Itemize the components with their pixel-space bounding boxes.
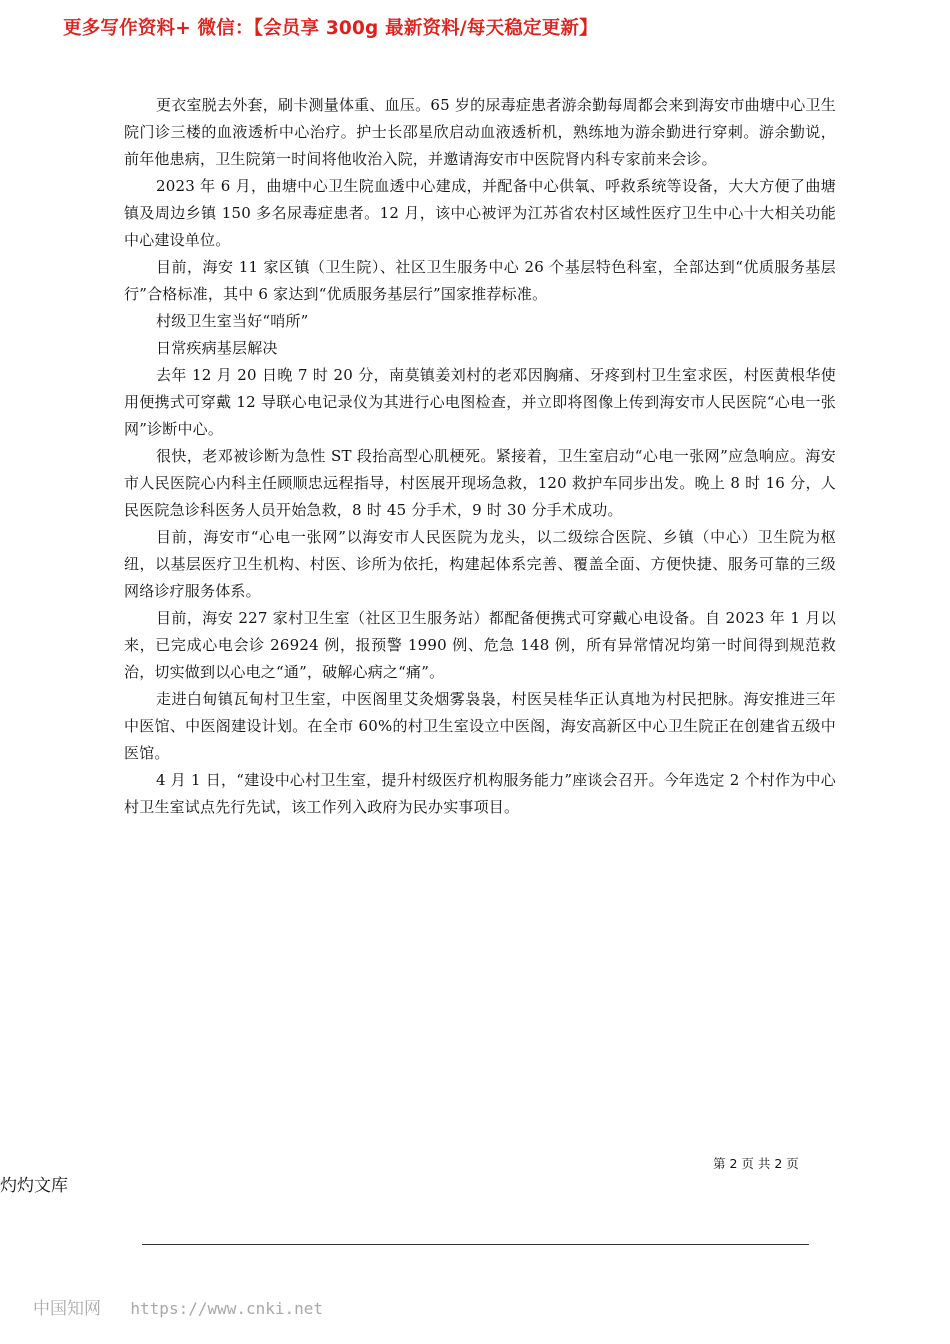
article-body <box>124 92 836 821</box>
paragraph: 很快，老邓被诊断为急性 ST 段抬高型心肌梗死。紧接着，卫生室启动“心电一张网”应急响应。海安市人民医院心内科主任顾顺忠远程指导，村医展开现场急救，120 救护车同步出发。晚上 8 时 16 分，人民医院急诊科医务人员开始急救，8 时 45 分手术，9 时 30 分手术成功。 <box>124 447 836 519</box>
paragraph: 目前，海安 11 家区镇（卫生院）、社区卫生服务中心 26 个基层特色科室，全部达到“优质服务基层行”合格标准，其中 6 家达到“优质服务基层行”国家推荐标准。 <box>124 258 836 303</box>
footer-divider <box>142 1244 809 1245</box>
watermark-name: 中国知网 <box>33 1299 101 1319</box>
paragraph: 更衣室脱去外套，刷卡测量体重、血压。65 岁的尿毒症患者游余勤每周都会来到海安市曲塘中心卫生院门诊三楼的血液透析中心治疗。护士长邵星欣启动血液透析机，熟练地为游余勤进行穿刺。游余勤说，前年他患病，卫生院第一时间将他收治入院，并邀请海安市中医院肾内科专家前来会诊。 <box>124 96 836 168</box>
watermark <box>33 1294 323 1319</box>
section-heading: 村级卫生室当好“哨所” <box>156 312 309 330</box>
paragraph: 4 月 1 日，“建设中心村卫生室，提升村级医疗机构服务能力”座谈会召开。今年选定 2 个村作为中心村卫生室试点先行先试，该工作列入政府为民办实事项目。 <box>124 771 836 816</box>
watermark-url: https://www.cnki.net <box>130 1299 324 1318</box>
paragraph: 2023 年 6 月，曲塘中心卫生院血透中心建成，并配备中心供氧、呼救系统等设备，大大方便了曲塘镇及周边乡镇 150 多名尿毒症患者。12 月，该中心被评为江苏省农村区域性医疗卫生中心十大相关功能中心建设单位。 <box>124 177 836 249</box>
section-subheading: 日常疾病基层解决 <box>156 339 278 357</box>
paragraph: 目前，海安 227 家村卫生室（社区卫生服务站）都配备便携式可穿戴心电设备。自 2023 年 1 月以来，已完成心电会诊 26924 例，报预警 1990 例、危急 148 例，所有异常情况均第一时间得到规范救治，切实做到以心电之“通”，破解心病之“痛”。 <box>124 609 836 681</box>
library-name: 灼灼文库 <box>0 1176 68 1196</box>
promo-banner: 更多写作资料+ 微信：【会员享 300g 最新资料/每天稳定更新】 <box>63 18 598 39</box>
page-number: 第 2 页 共 2 页 <box>713 1156 799 1171</box>
paragraph: 走进白甸镇瓦甸村卫生室，中医阁里艾灸烟雾袅袅，村医吴桂华正认真地为村民把脉。海安推进三年中医馆、中医阁建设计划。在全市 60%的村卫生室设立中医阁，海安高新区中心卫生院正在创建省五级中医馆。 <box>124 690 836 762</box>
paragraph: 目前，海安市“心电一张网”以海安市人民医院为龙头，以二级综合医院、乡镇（中心）卫生院为枢纽，以基层医疗卫生机构、村医、诊所为依托，构建起体系完善、覆盖全面、方便快捷、服务可靠的三级网络诊疗服务体系。 <box>124 528 836 600</box>
paragraph: 去年 12 月 20 日晚 7 时 20 分，南莫镇姜刘村的老邓因胸痛、牙疼到村卫生室求医，村医黄根华使用便携式可穿戴 12 导联心电记录仪为其进行心电图检查，并立即将图像上传到海安市人民医院“心电一张网”诊断中心。 <box>124 366 836 438</box>
